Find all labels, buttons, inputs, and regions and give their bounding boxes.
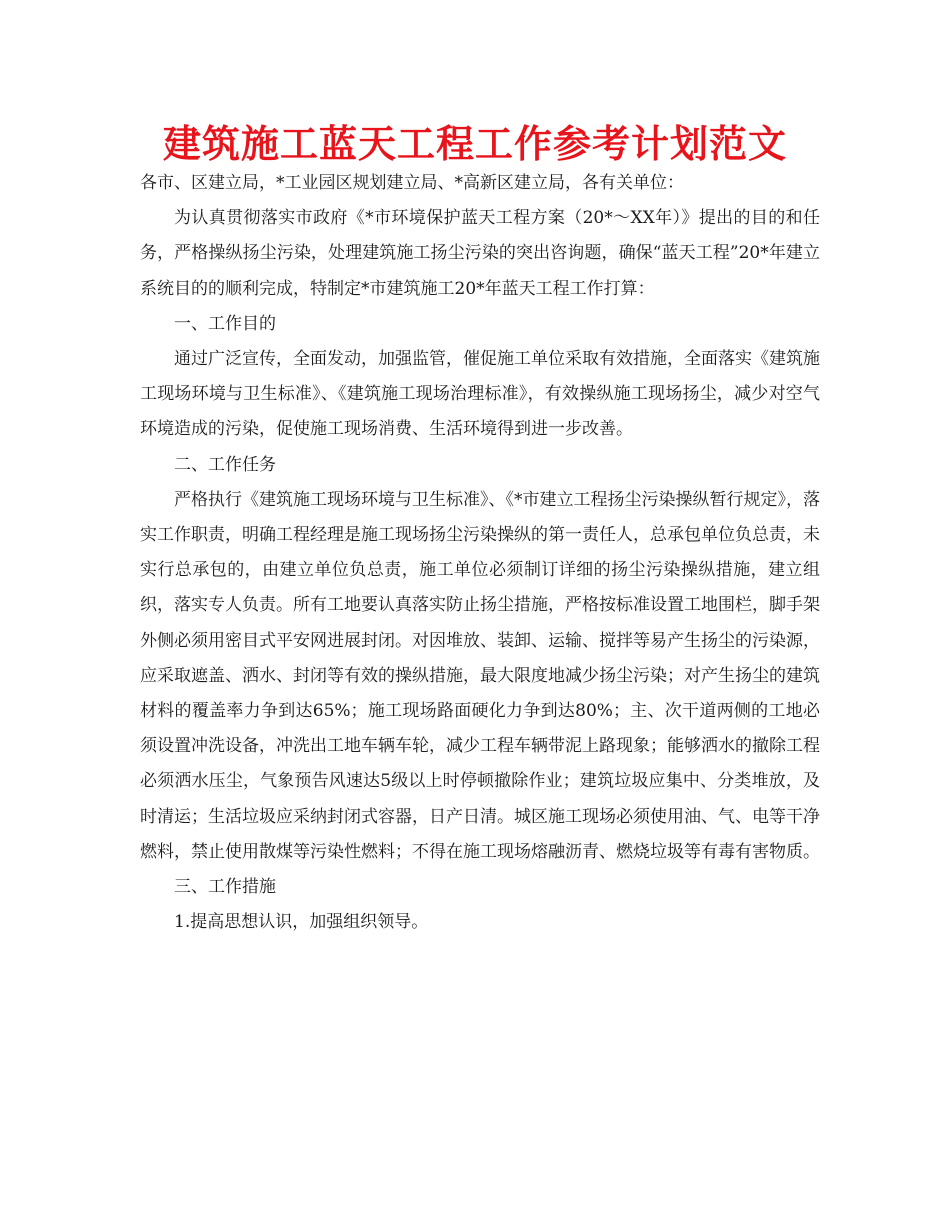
document-body [140,166,820,940]
intro-paragraph: 为认真贯彻落实市政府《*市环境保护蓝天工程方案（20*～XX年）》提出的目的和任务，严格操纵扬尘污染，处理建筑施工扬尘污染的突出咨询题，确保“蓝天工程”20*年建立系统目的的顺利完成，特制定*市建筑施工20*年蓝天工程工作打算： [140,208,820,299]
section3-item-1: 1.提高思想认识，加强组织领导。 [174,912,429,933]
salutation: 各市、区建立局，*工业园区规划建立局、*高新区建立局，各有关单位： [140,173,684,193]
section1-heading: 一、工作目的 [174,313,276,334]
section3-heading: 三、工作措施 [174,877,276,898]
section1-paragraph: 通过广泛宣传，全面发动，加强监管，催促施工单位采取有效措施，全面落实《建筑施工现场环境与卫生标准》、《建筑施工现场治理标准》，有效操纵施工现场扬尘，减少对空气环境造成的污染，促使施工现场消费、生活环境得到进一步改善。 [140,349,820,440]
section2-paragraph: 严格执行《建筑施工现场环境与卫生标准》、《*市建立工程扬尘污染操纵暂行规定》，落实工作职责，明确工程经理是施工现场扬尘污染操纵的第一责任人，总承包单位负总责，未实行总承包的，由建立单位负总责，施工单位必须制订详细的扬尘污染操纵措施，建立组织，落实专人负责。所有工地要认真落实防止扬尘措施，严格按标准设置工地围栏，脚手架外侧必须用密目式平安网进展封闭。对因堆放、装卸、运输、搅拌等易产生扬尘的污染源，应采取遮盖、洒水、封闭等有效的操纵措施，最大限度地减少扬尘污染；对产生扬尘的建筑材料的覆盖率力争到达65%；施工现场路面硬化力争到达80%；主、次干道两侧的工地必须设置冲洗设备，冲洗出工地车辆车轮，减少工程车辆带泥上路现象；能够洒水的撤除工程必须洒水压尘，气象预告风速达5级以上时停顿撤除作业；建筑垃圾应集中、分类堆放，及时清运；生活垃圾应采纳封闭式容器，日产日清。城区施工现场必须使用油、气、电等干净燃料，禁止使用散煤等污染性燃料；不得在施工现场熔融沥青、燃烧垃圾等有毒有害物质。 [140,489,820,862]
section2-heading: 二、工作任务 [174,454,276,475]
document-title: 建筑施工蓝天工程工作参考计划范文 [162,122,787,166]
